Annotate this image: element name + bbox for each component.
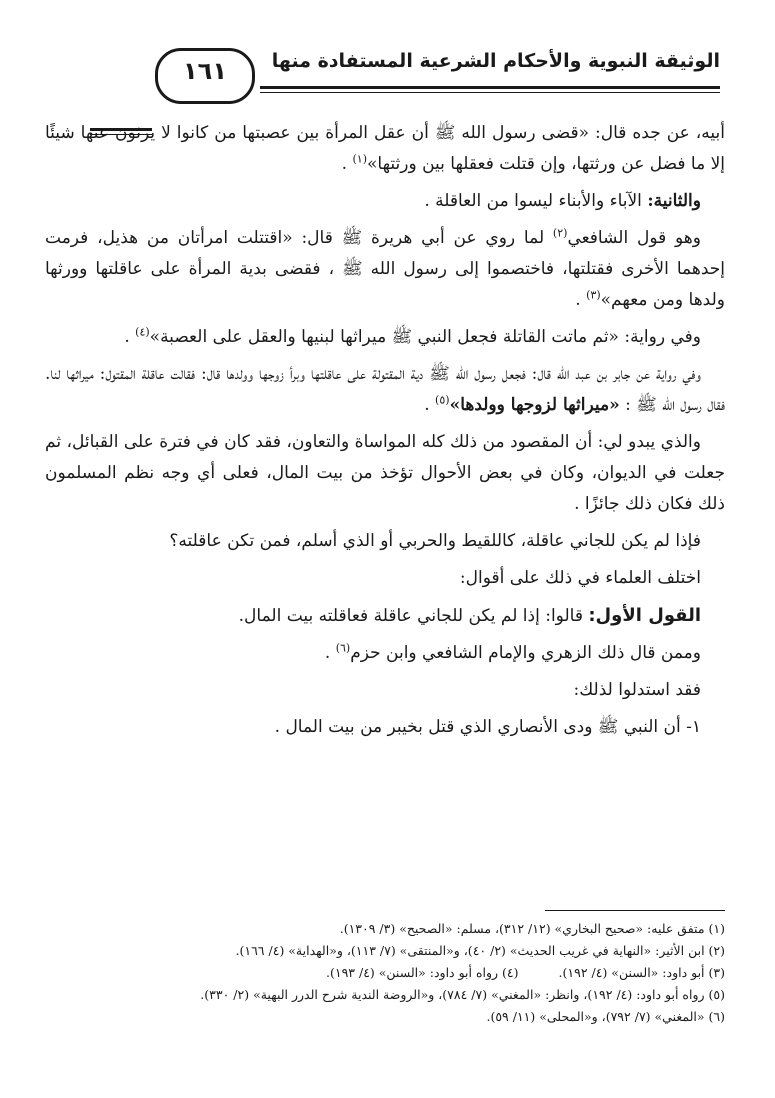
paragraph: وهو قول الشافعي$^{(٢)}$ لما روي عن أبي هريرة ﷺ قال: «اقتتلت امرأتان من هذيل، فرمت إحدهما الأخرى فقتلتها، فاختصموا إلى رسول الله ﷺ ، فقضى بدية المرأة على عاقلتها وورثها ولدها ومن معهم»$^{(٣)}$ .	[45, 226, 725, 310]
main-text	[45, 118, 725, 749]
paragraph: اختلف العلماء في ذلك على أقوال:	[459, 568, 701, 588]
footnote: (٤) رواه أبو داود: «السنن» (٤/ ١٩٣).	[326, 965, 519, 980]
paragraph: القول الأول: قالوا: إذا لم يكن للجاني عاقلة فعاقلته بيت المال.	[238, 605, 701, 626]
footnote: (٢) ابن الأثير: «النهاية في غريب الحديث» (٢/ ٤٠)، و«المنتقى» (٧/ ١١٣)، و«الهداية» (٤/ ١٦٦).	[235, 943, 725, 958]
footnote-ref: (٥)	[435, 393, 450, 407]
footnote-pair	[45, 962, 725, 984]
footnote-separator	[545, 910, 725, 911]
paragraph: أبيه، عن جده قال: «قضى رسول الله ﷺ أن عقل المرأة بين عصبتها من كانوا لا يرثون عنها شيئًا إلا ما فضل عن ورثتها، وإن قتلت فعقلها بين ورثتها»$^{(١)}$ .	[45, 123, 725, 174]
paragraph: وممن قال ذلك الزهري والإمام الشافعي وابن حزم$^{(٦)}$ .	[324, 641, 701, 663]
footnote: (٦) «المغني» (٧/ ٧٩٢)، و«المحلى» (١١/ ٥٩).	[486, 1009, 725, 1024]
section-heading: القول الأول:	[588, 605, 701, 626]
paragraph: وفي رواية: «ثم ماتت القاتلة فجعل النبي ﷺ ميراثها لبنيها والعقل على العصبة»$^{(٤)}$ .	[124, 325, 701, 347]
footnote-ref: (٦)	[335, 641, 351, 655]
footnote: (٣) أبو داود: «السنن» (٤/ ١٩٢).	[558, 965, 725, 980]
footnote-ref: (٢)	[552, 226, 568, 240]
running-header	[100, 48, 720, 98]
section-lead: والثانية:	[647, 191, 701, 211]
footnote-ref: (١)	[352, 152, 367, 166]
paragraph: وفي رواية عن جابر بن عبد الله قال: فجعل رسول الله ﷺ دية المقتولة على عاقلتها وبرأ زوجها وولدها قال: فقالت عاقلة المقتول: ميراثها لنا. فقال رسول الله ﷺ : «ميراثها لزوجها وولدها»$^{(٥)}$ .	[45, 364, 725, 415]
footnotes	[45, 918, 725, 1028]
page-number: ١٦١	[183, 57, 227, 85]
paragraph: والذي يبدو لي: أن المقصود من ذلك كله المواساة والتعاون، فقد كان في فترة على القبائل، ثم جعلت في الديوان، وكان في بعض الأحوال تؤخذ من بيت المال، فعلى أي وجه نظم المسلمون ذلك فكان ذلك جائزًا .	[45, 432, 725, 514]
paragraph: فقد استدلوا لذلك:	[573, 680, 701, 700]
bold-quote: «ميراثها لزوجها وولدها»	[449, 395, 620, 415]
footnote-ref: (٣)	[586, 288, 601, 302]
header-rule-thin	[260, 92, 720, 93]
footnote: (٥) رواه أبو داود: (٤/ ١٩٢)، وانظر: «المغني» (٧/ ٧٨٤)، و«الروضة الندية شرح الدرر البهية» (٢/ ٣٣٠).	[200, 987, 725, 1002]
paragraph: والثانية: الآباء والأبناء ليسوا من العاقلة .	[424, 191, 701, 211]
paragraph: فإذا لم يكن للجاني عاقلة، كاللقيط والحربي أو الذي أسلم، فمن تكن عاقلته؟	[169, 531, 701, 551]
footnote: (١) متفق عليه: «صحيح البخاري» (١٢/ ٣١٢)، مسلم: «الصحيح» (٣/ ١٣٠٩).	[339, 921, 725, 936]
header-rule	[260, 86, 720, 89]
footnote-ref: (٤)	[135, 325, 150, 339]
paragraph: ١- أن النبي ﷺ ودى الأنصاري الذي قتل بخيبر من بيت المال .	[274, 717, 701, 737]
header-title: الوثيقة النبوية والأحكام الشرعية المستفادة منها	[271, 50, 720, 72]
